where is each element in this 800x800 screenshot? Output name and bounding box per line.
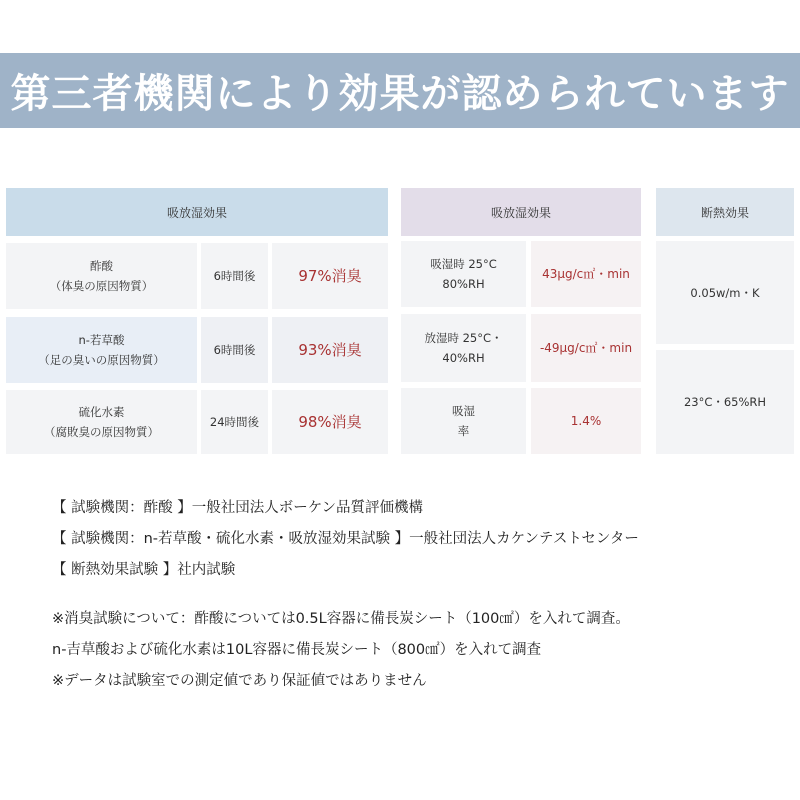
condition-line1: 放湿時 25°C・ — [424, 331, 503, 345]
spacer — [52, 586, 792, 604]
table-row-name — [6, 390, 197, 454]
table-row-result: 97%消臭 — [272, 243, 388, 309]
substance-name: 硫化水素 — [78, 405, 125, 419]
condition-line2: 80%RH — [442, 277, 485, 291]
table-row-value: 1.4% — [531, 388, 641, 454]
insulation-value: 0.05w/m・K — [656, 241, 794, 344]
table-row-time: 24時間後 — [201, 390, 268, 454]
panel3-header: 断熱効果 — [656, 188, 794, 236]
title-banner — [0, 53, 800, 128]
table-row-condition — [401, 388, 526, 454]
table-row-value: 43μg/c㎡・min — [531, 241, 641, 307]
table-row-name — [6, 317, 197, 383]
substance-desc: （足の臭いの原因物質） — [38, 353, 165, 367]
insulation-condition: 23°C・65%RH — [656, 350, 794, 454]
condition-line1: 吸湿時 25°C — [430, 257, 497, 271]
substance-desc: （腐敗臭の原因物質） — [44, 425, 159, 439]
table-row-result: 98%消臭 — [272, 390, 388, 454]
substance-desc: （体臭の原因物質） — [49, 279, 154, 293]
table-row-result: 93%消臭 — [272, 317, 388, 383]
substance-name: 酢酸 — [90, 259, 113, 273]
note-line: ※データは試験室での測定値であり保証値ではありません — [52, 673, 427, 689]
note-line: ※消臭試験について：酢酸については0.5L容器に備長炭シート（100㎠）を入れて調査。 — [52, 611, 630, 627]
note-line: 【 試験機関：酢酸 】一般社団法人ボーケン品質評価機構 — [52, 500, 423, 516]
panel2-header: 吸放湿効果 — [401, 188, 641, 236]
note-line: n-吉草酸および硫化水素は10L容器に備長炭シート（800㎠）を入れて調査 — [52, 642, 542, 658]
panel1-header: 吸放湿効果 — [6, 188, 388, 236]
condition-line1: 吸湿 — [452, 404, 475, 418]
table-row-time: 6時間後 — [201, 317, 268, 383]
notes-section — [52, 493, 792, 697]
table-row-value: -49μg/c㎡・min — [531, 314, 641, 382]
condition-line2: 40%RH — [442, 351, 485, 365]
table-row-name — [6, 243, 197, 309]
note-line: 【 断熱効果試験 】社内試験 — [52, 562, 236, 578]
table-row-condition — [401, 314, 526, 382]
note-line: 【 試験機関：n-若草酸・硫化水素・吸放湿効果試験 】一般社団法人カケンテストセンター — [52, 531, 639, 547]
condition-line2: 率 — [457, 424, 470, 438]
table-row-condition — [401, 241, 526, 307]
substance-name: n-若草酸 — [78, 333, 125, 347]
banner-title: 第三者機関により効果が認められています — [10, 71, 790, 117]
table-row-time: 6時間後 — [201, 243, 268, 309]
